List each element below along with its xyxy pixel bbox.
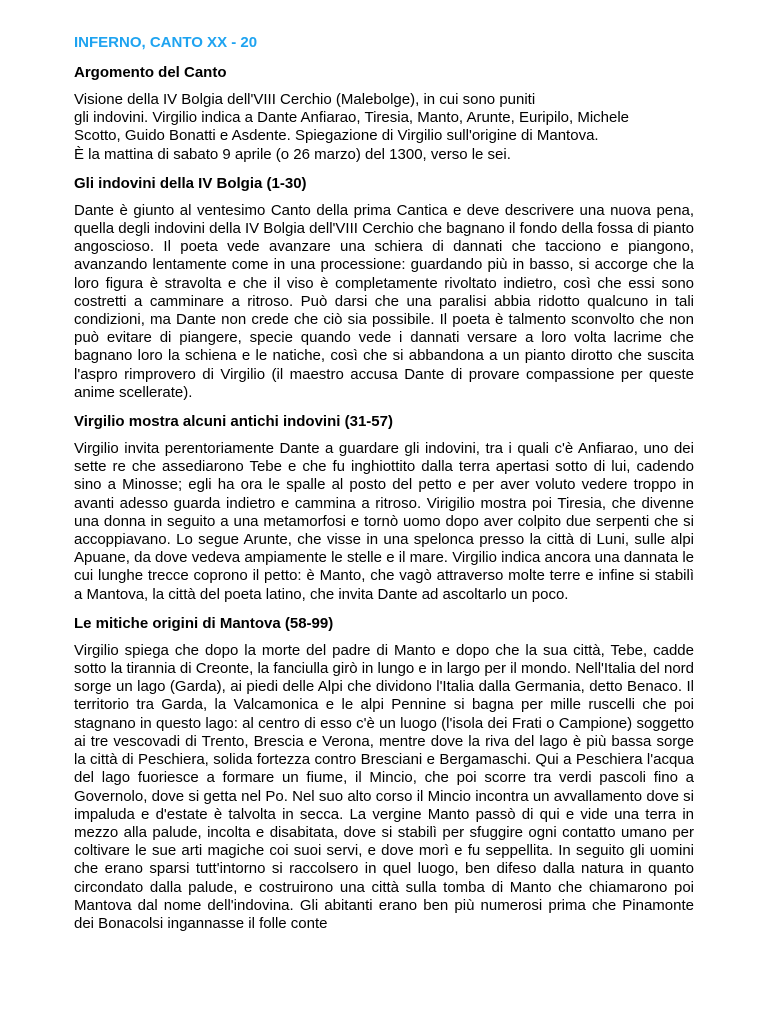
paragraph-line: È la mattina di sabato 9 aprile (o 26 marzo) del 1300, verso le sei. bbox=[74, 145, 511, 163]
section-heading-indovini: Gli indovini della IV Bolgia (1-30) bbox=[74, 174, 307, 192]
section-paragraph-antichi-indovini: Virgilio invita perentoriamente Dante a guardare gli indovini, tra i quali c'è Anfiarao, uno dei sette re che assediarono Tebe e che fu inghiottito dalla terra apertasi sotto di lui, cadendo sino a Minosse; egli ha ora le spalle al posto del petto e per aver voluto vedere troppo in avanti adesso guarda indietro e cammina a ritroso. Virigilio mostra poi Tiresia, che divenne una donna in seguito a una metamorfosi e tornò uomo dopo aver colpito due serpenti che si accoppiavano. Lo segue Arunte, che visse in una spelonca presso la città di Luni, sulle alpi Apuane, da dove vedeva ampiamente le stelle e il mare. Virgilio indica ancora una dannata le cui lunghe trecce coprono il petto: è Manto, che vagò attraverso molte terre e infine si stabilì a Mantova, la città del poeta latino, che invita Dante ad ascoltarlo un poco. bbox=[74, 440, 694, 603]
section-paragraph-argomento bbox=[74, 91, 694, 164]
document-title: INFERNO, CANTO XX - 20 bbox=[74, 34, 258, 51]
section-heading-argomento: Argomento del Canto bbox=[74, 64, 227, 81]
paragraph-line: gli indovini. Virgilio indica a Dante Anfiarao, Tiresia, Manto, Arunte, Euripilo, Michele bbox=[74, 109, 630, 127]
section-heading-mantova: Le mitiche origini di Mantova (58-99) bbox=[74, 614, 334, 632]
paragraph-line: Scotto, Guido Bonatti e Asdente. Spiegazione di Virgilio sull'origine di Mantova. bbox=[74, 127, 599, 145]
section-paragraph-mantova: Virgilio spiega che dopo la morte del padre di Manto e dopo che la sua città, Tebe, cadde sotto la tirannia di Creonte, la fanciulla girò in lungo e in largo per il mondo. Nell'Italia del nord sorge un lago (Garda), ai piedi delle Alpi che dividono l'Italia dalla Germania, detto Benaco. Il territorio tra Garda, la Valcamonica e le alpi Pennine si bagna per mille ruscelli che poi stagnano in questo lago: al centro di esso c'è un luogo (l'isola dei Frati o Campione) soggetto ai tre vescovadi di Trento, Brescia e Verona, mentre dove la riva del lago è più bassa sorge la città di Peschiera, solida fortezza contro Bresciani e Bergamaschi. Qui a Peschiera l'acqua del lago fuoriesce a formare un fiume, il Mincio, che poi scorre tra verdi pascoli fino a Governolo, dove si getta nel Po. Nel suo alto corso il Mincio incontra un avvallamento dove si impaluda e d'estate è talvolta in secca. La vergine Manto passò di qui e vide una terra in mezzo alla palude, incolta e disabitata, dove si stabilì per sfuggire ogni contatto umano per coltivare le sue arti magiche coi suoi servi, e dove morì e fu seppellita. In seguito gli uomini che erano sparsi tutt'intorno si raccolsero in quel luogo, ben difeso dalla natura in quanto circondato dalla palude, e costruirono una città sulla tomba di Manto che chiamarono poi Mantova dal nome dell'indovina. Gli abitanti erano ben più numerosi prima che Pinamonte dei Bonacolsi ingannasse il folle conte bbox=[74, 641, 694, 932]
paragraph-line: Visione della IV Bolgia dell'VIII Cerchio (Malebolge), in cui sono puniti bbox=[74, 91, 536, 108]
section-heading-antichi-indovini: Virgilio mostra alcuni antichi indovini (31-57) bbox=[74, 413, 393, 431]
section-paragraph-indovini: Dante è giunto al ventesimo Canto della prima Cantica e deve descrivere una nuova pena, quella degli indovini della IV Bolgia dell'VIII Cerchio che bagnano il fondo della fossa di pianto angoscioso. Il poeta vede avanzare una schiera di dannati che tacciono e piangono, avanzando lentamente come in una processione: guardando più in basso, si accorge che la loro figura è stravolta e che il viso è completamente rivoltato indietro, così che essi sono costretti a camminare a ritroso. Può darsi che una paralisi abbia ridotto qualcuno in tali condizioni, ma Dante non crede che ciò sia possibile. Il poeta è talmento sconvolto che non può evitare di piangere, specie quando vede i dannati versare a loro volta lacrime che bagnano loro la schiena e le natiche, così che si abbandona a un pianto dirotto che suscita l'aspro rimprovero di Virgilio (il maestro accusa Dante di provare compassione per queste anime scellerate). bbox=[74, 201, 694, 401]
